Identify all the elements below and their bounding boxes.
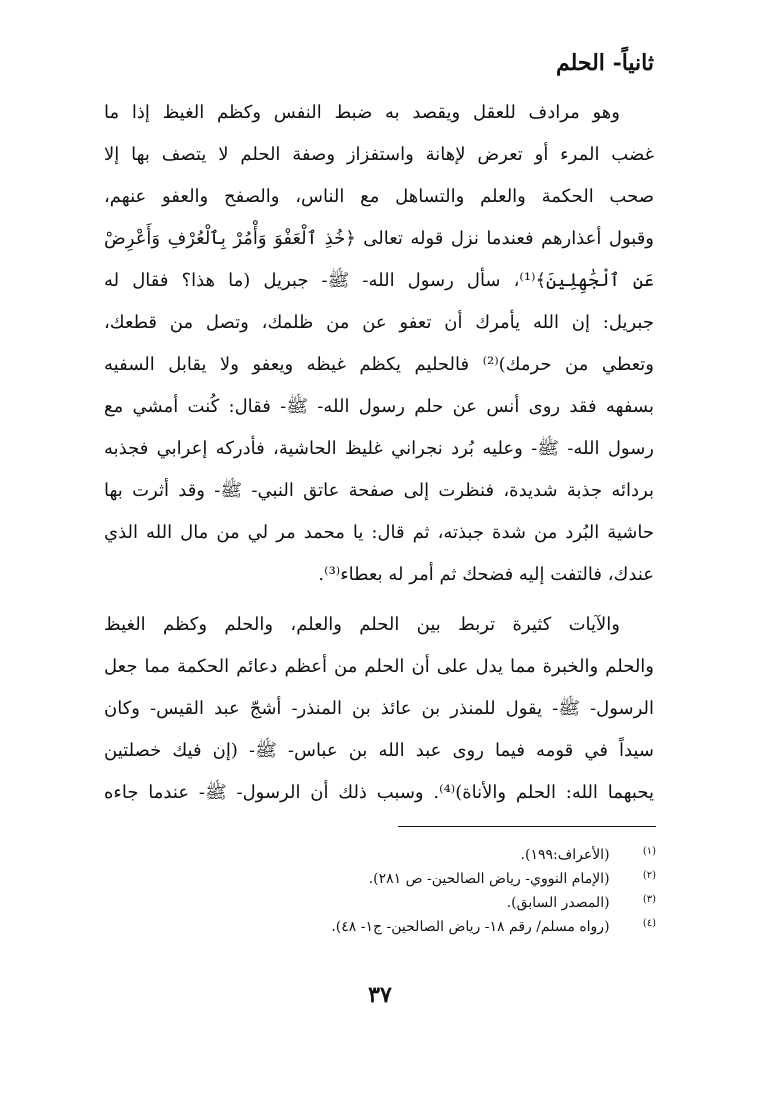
text-line: رسول الله- ﷺ- وعليه بُرد نجراني غليظ الحاشية، فأدركه إعرابي فجذبه bbox=[104, 438, 654, 459]
footnote-number: (٤) bbox=[642, 918, 656, 929]
footnote-divider bbox=[398, 826, 656, 827]
footnote-text: (رواه مسلم/ رقم ١٨- رياض الصالحين- ج١- ٤٨). bbox=[331, 919, 610, 935]
footnote bbox=[96, 915, 656, 939]
footnote-text: (الأعراف:١٩٩). bbox=[520, 847, 610, 863]
text-line: يحبهما الله: الحلم والأناة)⁽⁴⁾. وسبب ذلك أن الرسول- ﷺ- عندما جاءه bbox=[104, 782, 654, 803]
text-line: والآيات كثيرة تربط بين الحلم والعلم، والحلم وكظم الغيظ bbox=[104, 614, 620, 635]
text-line: بسفهه فقد روى أنس عن حلم رسول الله- ﷺ- فقال: كُنت أمشي مع bbox=[104, 396, 654, 417]
footnote bbox=[96, 843, 656, 867]
text-line: جبريل: إن الله يأمرك أن تعفو عن من ظلمك، وتصل من قطعك، bbox=[104, 312, 654, 333]
page-number: ٣٧ bbox=[368, 982, 392, 1008]
text-line: وهو مرادف للعقل ويقصد به ضبط النفس وكظم الغيظ إذا ما bbox=[104, 102, 620, 123]
footnote-number: (١) bbox=[642, 846, 656, 857]
footnote-number: (٣) bbox=[642, 894, 656, 905]
text-line: حاشية البُرد من شدة جبذته، ثم قال: يا محمد مر لي من مال الله الذي bbox=[104, 522, 654, 543]
section-heading: ثانياً- الحلم bbox=[555, 50, 654, 76]
text-line: وتعطي من حرمك)⁽²⁾ فالحليم يكظم غيظه ويعفو ولا يقابل السفيه bbox=[104, 354, 654, 375]
text-line: صحب الحكمة والعلم والتساهل مع الناس، والصفح والعفو عنهم، bbox=[104, 186, 654, 207]
paragraph-1 bbox=[104, 92, 654, 596]
footnote-text: (المصدر السابق). bbox=[506, 895, 610, 911]
text-line: والحلم والخبرة مما يدل على أن الحلم من أعظم دعائم الحكمة مما جعل bbox=[104, 656, 654, 677]
footnotes bbox=[96, 843, 656, 939]
text-line: وقبول أعذارهم فعندما نزل قوله تعالى ﴿خُذِ ٱلْعَفْوَ وَأْمُرْ بِٱلْعُرْفِ وَأَعْرِضْ bbox=[104, 228, 654, 249]
footnote bbox=[96, 891, 656, 915]
text-line: سيداً في قومه فيما روى عبد الله بن عباس- ﷺ- (إن فيك خصلتين bbox=[104, 740, 654, 761]
text-line: غضب المرء أو تعرض لإهانة واستفزاز وصفة الحلم لا يتصف بها إلا bbox=[104, 144, 654, 165]
paragraph-2 bbox=[104, 604, 654, 814]
footnote-text: (الإمام النووي- رياض الصالحين- ص ٢٨١). bbox=[368, 871, 610, 887]
footnote bbox=[96, 867, 656, 891]
text-line: عندك، فالتفت إليه فضحك ثم أمر له بعطاء⁽³⁾. bbox=[318, 564, 654, 585]
text-line: عَنِ ٱلْجَٰهِلِينَ﴾⁽¹⁾، سأل رسول الله- ﷺ- جبريل (ما هذا؟ فقال له bbox=[104, 270, 654, 291]
text-line: الرسول- ﷺ- يقول للمنذر بن عائذ بن المنذر- أشجّ عبد القيس- وكان bbox=[104, 698, 654, 719]
footnote-number: (٢) bbox=[642, 870, 656, 881]
text-line: بردائه جذبة شديدة، فنظرت إلى صفحة عاتق النبي- ﷺ- وقد أثرت بها bbox=[104, 480, 654, 501]
